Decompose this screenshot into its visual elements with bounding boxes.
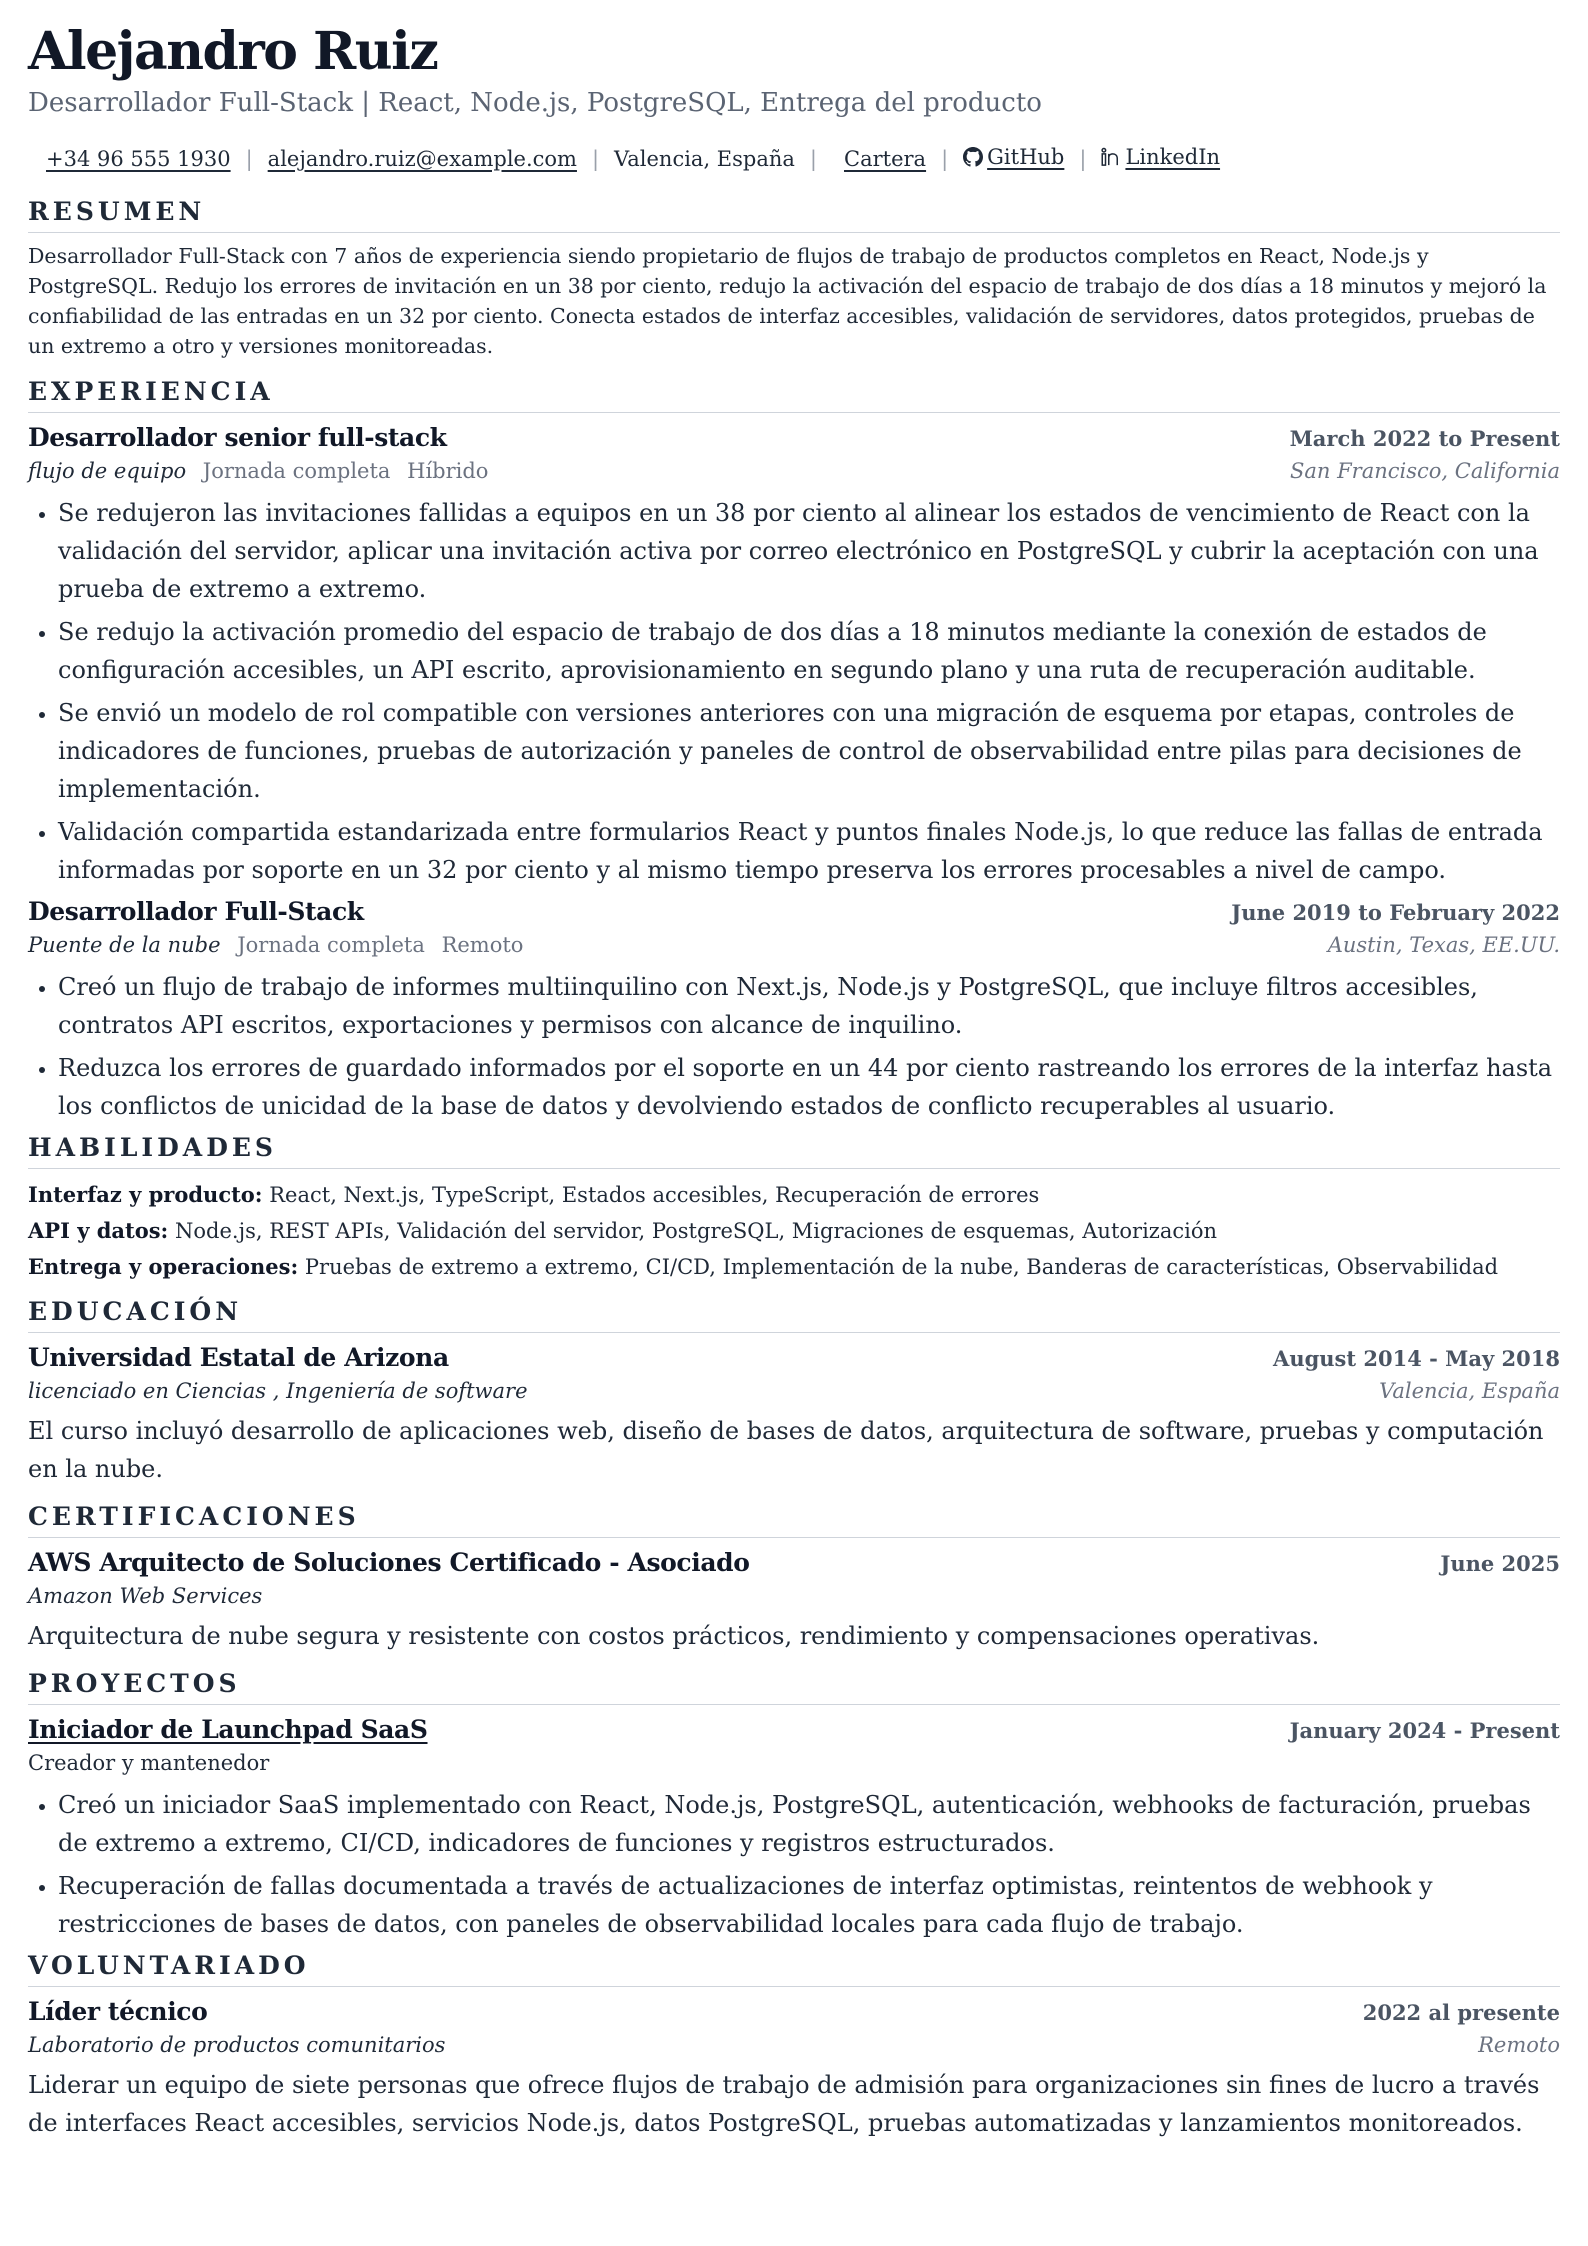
project-dates: January 2024 - Present (1289, 1718, 1560, 1743)
skill-items: Node.js, REST APIs, Validación del servidor, PostgreSQL, Migraciones de esquemas, Autorización (175, 1219, 1218, 1243)
education-section (28, 1295, 1560, 1488)
education-dates: August 2014 - May 2018 (1273, 1346, 1560, 1371)
volunteer-location: Remoto (1478, 2033, 1560, 2057)
school-name: Universidad Estatal de Arizona (28, 1343, 449, 1372)
volunteer-description: Liderar un equipo de siete personas que ofrece flujos de trabajo de admisión para organizaciones sin fines de lucro a través de interfaces React accesibles, servicios Node.js, datos PostgreSQL, pruebas automatizadas y lanzamientos monitoreados. (28, 2071, 1540, 2137)
certification-name: AWS Arquitecto de Soluciones Certificado - Asociado (28, 1548, 750, 1577)
degree-name: licenciado en Ciencias , Ingeniería de software (28, 1379, 528, 1403)
section-divider (28, 1332, 1560, 1333)
job-mode: Remoto (441, 933, 524, 957)
section-divider (28, 232, 1560, 233)
section-title: PROYECTOS (28, 1669, 241, 1698)
section-title: EXPERIENCIA (28, 377, 274, 406)
email-link[interactable]: alejandro.ruiz@example.com (267, 146, 577, 171)
linkedin-link[interactable]: LinkedIn (1125, 145, 1221, 169)
job-dates: March 2022 to Present (1289, 426, 1560, 451)
volunteering-section (28, 1949, 1560, 2142)
candidate-name: Alejandro Ruiz (28, 21, 438, 82)
list-item: • Creó un iniciador SaaS implementado con React, Node.js, PostgreSQL, autenticación, webhooks de facturación, pruebas de extremo a extremo, CI/CD, indicadores de funciones y registros estructurados. (58, 1786, 1560, 1862)
skills-section (28, 1131, 1560, 1285)
candidate-headline: Desarrollador Full-Stack | React, Node.js, PostgreSQL, Entrega del producto (28, 88, 1042, 118)
skill-row (28, 1249, 1560, 1285)
contact-separator: | (941, 146, 949, 171)
section-divider (28, 1537, 1560, 1538)
job-dates: June 2019 to February 2022 (1231, 900, 1560, 925)
section-title: VOLUNTARIADO (28, 1951, 310, 1980)
section-title: HABILIDADES (28, 1133, 277, 1162)
section-divider (28, 1704, 1560, 1705)
skill-label: Entrega y operaciones: (28, 1254, 299, 1279)
skill-items: Pruebas de extremo a extremo, CI/CD, Implementación de la nube, Banderas de características, Observabilidad (304, 1255, 1499, 1279)
skill-items: React, Next.js, TypeScript, Estados accesibles, Recuperación de errores (269, 1183, 1040, 1207)
job-location: San Francisco, California (1289, 459, 1560, 483)
section-divider (28, 1168, 1560, 1169)
job-entry (28, 895, 1560, 1125)
phone-link[interactable]: +34 96 555 1930 (46, 146, 231, 171)
list-item: • Se redujeron las invitaciones fallidas a equipos en un 38 por ciento al alinear los estados de vencimiento de React con la validación del servidor, aplicar una invitación activa por correo electrónico en PostgreSQL y cubrir la aceptación con una prueba de extremo a extremo. (58, 494, 1560, 608)
github-contact[interactable] (963, 142, 1064, 175)
job-role: Desarrollador senior full-stack (28, 423, 447, 452)
job-bullets (28, 494, 1560, 889)
skill-label: Interfaz y producto: (28, 1182, 263, 1207)
job-location: Austin, Texas, EE.UU. (1327, 933, 1560, 957)
education-location: Valencia, España (1379, 1379, 1560, 1403)
section-divider (28, 412, 1560, 413)
section-title: EDUCACIÓN (28, 1297, 243, 1326)
list-item: • Reduzca los errores de guardado informados por el soporte en un 44 por ciento rastreando los errores de la interfaz hasta los conflictos de unicidad de la base de datos y devolviendo estados de conflicto recuperables al usuario. (58, 1049, 1560, 1125)
education-description: El curso incluyó desarrollo de aplicaciones web, diseño de bases de datos, arquitectura de software, pruebas y computación en la nube. (28, 1417, 1544, 1483)
github-link[interactable]: GitHub (987, 145, 1065, 169)
project-bullets (28, 1786, 1560, 1943)
project-title-link[interactable]: Iniciador de Launchpad SaaS (28, 1715, 428, 1744)
linkedin-icon (1101, 145, 1121, 175)
portfolio-link[interactable]: Cartera (844, 146, 927, 171)
skill-label: API y datos: (28, 1218, 169, 1243)
list-item: • Se envió un modelo de rol compatible con versiones anteriores con una migración de esquema por etapas, controles de indicadores de funciones, pruebas de autorización y paneles de control de observabilidad entre pilas para decisiones de implementación. (58, 694, 1560, 808)
skill-row (28, 1177, 1560, 1213)
contact-bar (46, 142, 1560, 175)
location-text: Valencia, España (614, 146, 795, 171)
section-title: CERTIFICACIONES (28, 1502, 360, 1531)
job-entry (28, 421, 1560, 889)
volunteer-dates: 2022 al presente (1362, 2000, 1560, 2025)
list-item: • Validación compartida estandarizada entre formularios React y puntos finales Node.js, lo que reduce las fallas de entrada informadas por soporte en un 32 por ciento y al mismo tiempo preserva los errores procesables a nivel de campo. (58, 813, 1560, 889)
section-divider (28, 1986, 1560, 1987)
job-role: Desarrollador Full-Stack (28, 897, 364, 926)
list-item: • Recuperación de fallas documentada a través de actualizaciones de interfaz optimistas, reintentos de webhook y restricciones de bases de datos, con paneles de observabilidad locales para cada flujo de trabajo. (58, 1867, 1560, 1943)
job-type: Jornada completa (237, 933, 425, 957)
job-company: flujo de equipo (28, 459, 187, 483)
certification-date: June 2025 (1440, 1551, 1560, 1576)
experience-section (28, 375, 1560, 1125)
section-title: RESUMEN (28, 197, 206, 226)
skill-row (28, 1213, 1560, 1249)
contact-separator: | (1079, 146, 1087, 171)
job-company: Puente de la nube (28, 933, 221, 957)
contact-separator: | (591, 146, 600, 171)
summary-text: Desarrollador Full-Stack con 7 años de experiencia siendo propietario de flujos de trabajo de productos completos en React, Node.js y PostgreSQL. Redujo los errores de invitación en un 38 por ciento, redujo la activación del espacio de trabajo de dos días a 18 minutos y mejoró la confiabilidad de las entradas en un 32 por ciento. Conecta estados de interfaz accesibles, validación de servidores, datos protegidos, pruebas de un extremo a otro y versiones monitoreadas. (28, 244, 1547, 358)
list-item: • Creó un flujo de trabajo de informes multiinquilino con Next.js, Node.js y PostgreSQL, que incluye filtros accesibles, contratos API escritos, exportaciones y permisos con alcance de inquilino. (58, 968, 1560, 1044)
contact-separator: | (245, 146, 253, 171)
job-mode: Híbrido (407, 459, 489, 483)
project-role: Creador y mantenedor (28, 1751, 270, 1775)
contact-separator: | (809, 146, 817, 171)
volunteer-role: Líder técnico (28, 1997, 208, 2026)
job-bullets (28, 968, 1560, 1125)
volunteer-org: Laboratorio de productos comunitarios (28, 2033, 446, 2057)
certifications-section (28, 1500, 1560, 1655)
projects-section (28, 1667, 1560, 1943)
list-item: • Se redujo la activación promedio del espacio de trabajo de dos días a 18 minutos mediante la conexión de estados de configuración accesibles, un API escrito, aprovisionamiento en segundo plano y una ruta de recuperación auditable. (58, 613, 1560, 689)
linkedin-contact[interactable] (1101, 142, 1220, 175)
summary-section (28, 195, 1560, 361)
certification-description: Arquitectura de nube segura y resistente con costos prácticos, rendimiento y compensaciones operativas. (28, 1622, 1320, 1650)
github-icon (963, 145, 983, 175)
job-type: Jornada completa (202, 459, 391, 483)
certification-issuer: Amazon Web Services (28, 1584, 263, 1608)
